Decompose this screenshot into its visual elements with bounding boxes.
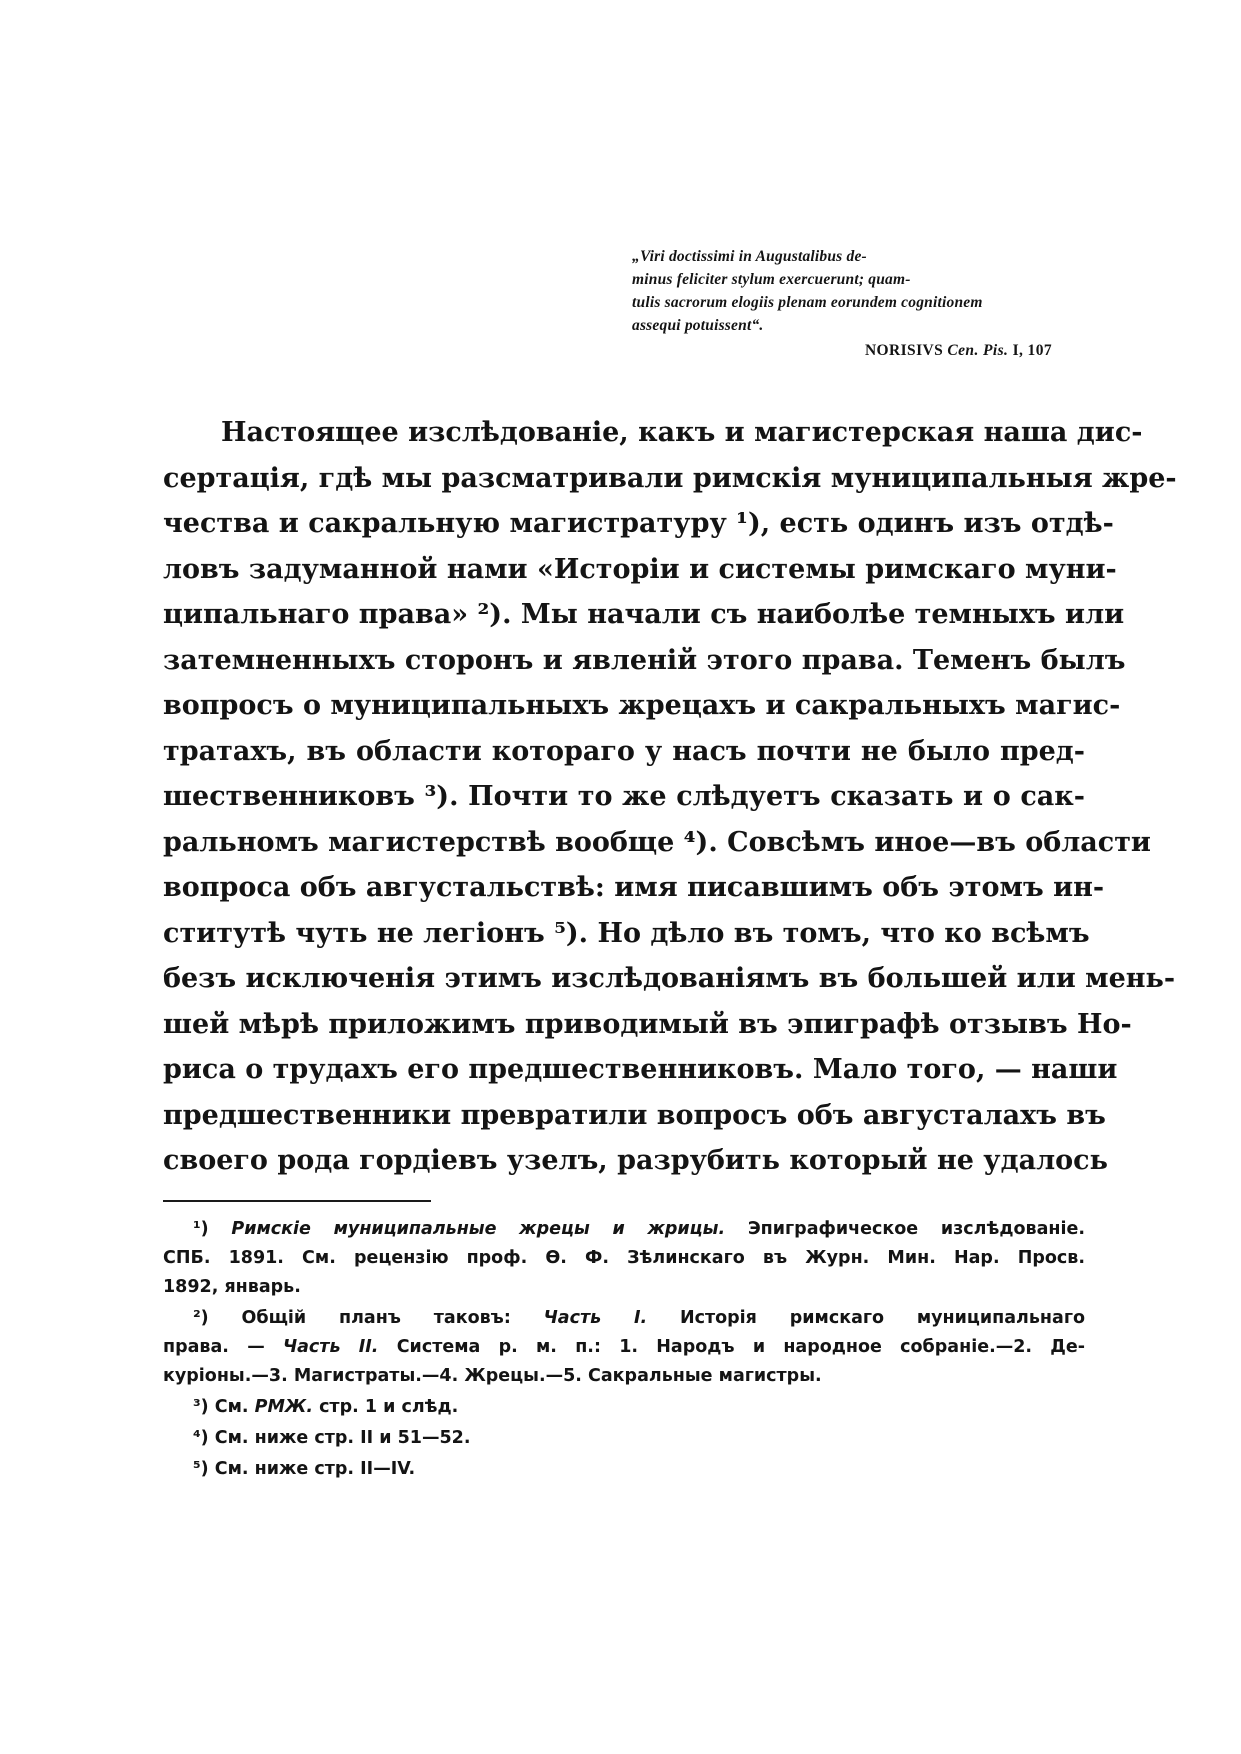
footnote-1 (163, 1215, 1085, 1302)
footnote-text: Система р. м. п.: 1. Народъ и народное собраніе.—2. Де- (396, 1337, 1086, 1357)
paragraph-line: Настоящее изслѣдованіе, какъ и магистерская наша дис- (221, 417, 1143, 448)
footnote-3 (163, 1393, 1085, 1422)
footnote-line (163, 1333, 1085, 1362)
epigraph-line: „Viri doctissimi in Augustalibus de- (632, 248, 867, 265)
footnote-text: См. ниже стр. II и 51—52. (214, 1428, 471, 1448)
footnote-text: стр. 1 и слѣд. (319, 1397, 459, 1417)
footnote-abbreviation: РМЖ. (254, 1397, 313, 1417)
footnote-line: СПБ. 1891. См. рецензію проф. Ѳ. Ф. Зѣлинскаго въ Журн. Мин. Нар. Просв. (163, 1248, 1085, 1268)
footnote-text: Общій планъ таковъ: (241, 1308, 511, 1328)
paragraph-line: вопросъ о муниципальныхъ жрецахъ и сакральныхъ магис- (163, 690, 1121, 721)
footnote-5 (163, 1455, 1085, 1484)
footnote-line (163, 1393, 1085, 1422)
footnote-line (163, 1304, 1085, 1333)
footnote-line: куріоны.—3. Магистраты.—4. Жрецы.—5. Сакральные магистры. (163, 1366, 822, 1386)
footnote-marker: ²) (193, 1308, 209, 1328)
epigraph-source (632, 339, 1052, 362)
footnotes (163, 1215, 1085, 1486)
footnote-part-label: Часть II. (282, 1337, 379, 1357)
paragraph-line: тратахъ, въ области котораго у насъ почти не было пред- (163, 735, 1085, 767)
footnote-marker: ³) (193, 1397, 209, 1417)
footnote-text: Эпиграфическое изслѣдованіе. (747, 1219, 1086, 1239)
footnote-text: права. — (163, 1337, 265, 1357)
paragraph-line: чества и сакральную магистратуру ¹), есть одинъ изъ отдѣ- (163, 508, 1114, 539)
paragraph-line: ципальнаго права» ²). Мы начали съ наиболѣе темныхъ или (163, 599, 1125, 630)
footnote-line (163, 1215, 1085, 1244)
epigraph-line: minus feliciter stylum exercuerunt; quam- (632, 271, 911, 288)
paragraph-line: ловъ задуманной нами «Исторіи и системы римскаго муни- (163, 553, 1117, 585)
footnote-part-label: Часть I. (543, 1308, 648, 1328)
epigraph-source-author: NORISIVS (864, 342, 944, 359)
footnote-text: Исторія римскаго муниципальнаго (679, 1308, 1085, 1328)
footnote-marker: ⁴) (193, 1428, 209, 1448)
paragraph-line: ститутѣ чуть не легіонъ ⁵). Но дѣло въ томъ, что ко всѣмъ (163, 917, 1090, 949)
paragraph-line: шей мѣрѣ приложимъ приводимый въ эпиграфѣ отзывъ Но- (163, 1008, 1132, 1040)
footnote-text: См. (214, 1397, 249, 1417)
footnote-line (163, 1455, 1085, 1484)
main-paragraph (163, 410, 1177, 1184)
footnote-marker: ⁵) (193, 1459, 209, 1479)
epigraph (632, 245, 1052, 362)
footnote-text: См. ниже стр. II—IV. (214, 1459, 416, 1479)
footnote-2 (163, 1304, 1085, 1391)
footnote-line: 1892, январь. (163, 1277, 301, 1297)
paragraph-line: риса о трудахъ его предшественниковъ. Мало того, — наши (163, 1054, 1118, 1085)
footnote-divider (163, 1200, 431, 1202)
footnote-4 (163, 1424, 1085, 1453)
paragraph-line: затемненныхъ сторонъ и явленій этого права. Теменъ былъ (163, 644, 1126, 676)
paragraph-line: своего рода гордіевъ узелъ, разрубить который не удалось (163, 1145, 1108, 1176)
paragraph-line: сертація, гдѣ мы разсматривали римскія муниципальныя жре- (163, 462, 1177, 494)
epigraph-source-ref: I, 107 (1012, 342, 1052, 359)
paragraph-line: ральномъ магистерствѣ вообще ⁴). Совсѣмъ иное—въ области (163, 826, 1151, 858)
epigraph-source-work: Cen. Pis. (947, 342, 1009, 359)
paragraph-line: безъ исключенія этимъ изслѣдованіямъ въ большей или мень- (163, 963, 1176, 994)
footnote-line (163, 1424, 1085, 1453)
epigraph-line: tulis sacrorum elogiis plenam eorundem cognitionem (632, 294, 983, 311)
epigraph-line: assequi potuissent“. (632, 317, 764, 334)
paragraph-line: вопроса объ августальствѣ: имя писавшимъ объ этомъ ин- (163, 872, 1105, 903)
footnote-marker: ¹) (193, 1219, 209, 1239)
footnote-book-title: Римскіе муниципальные жрецы и жрицы. (231, 1219, 726, 1239)
paragraph-line: шественниковъ ³). Почти то же слѣдуетъ сказать и о сак- (163, 781, 1085, 812)
paragraph-line: предшественники превратили вопросъ объ августалахъ въ (163, 1099, 1106, 1131)
